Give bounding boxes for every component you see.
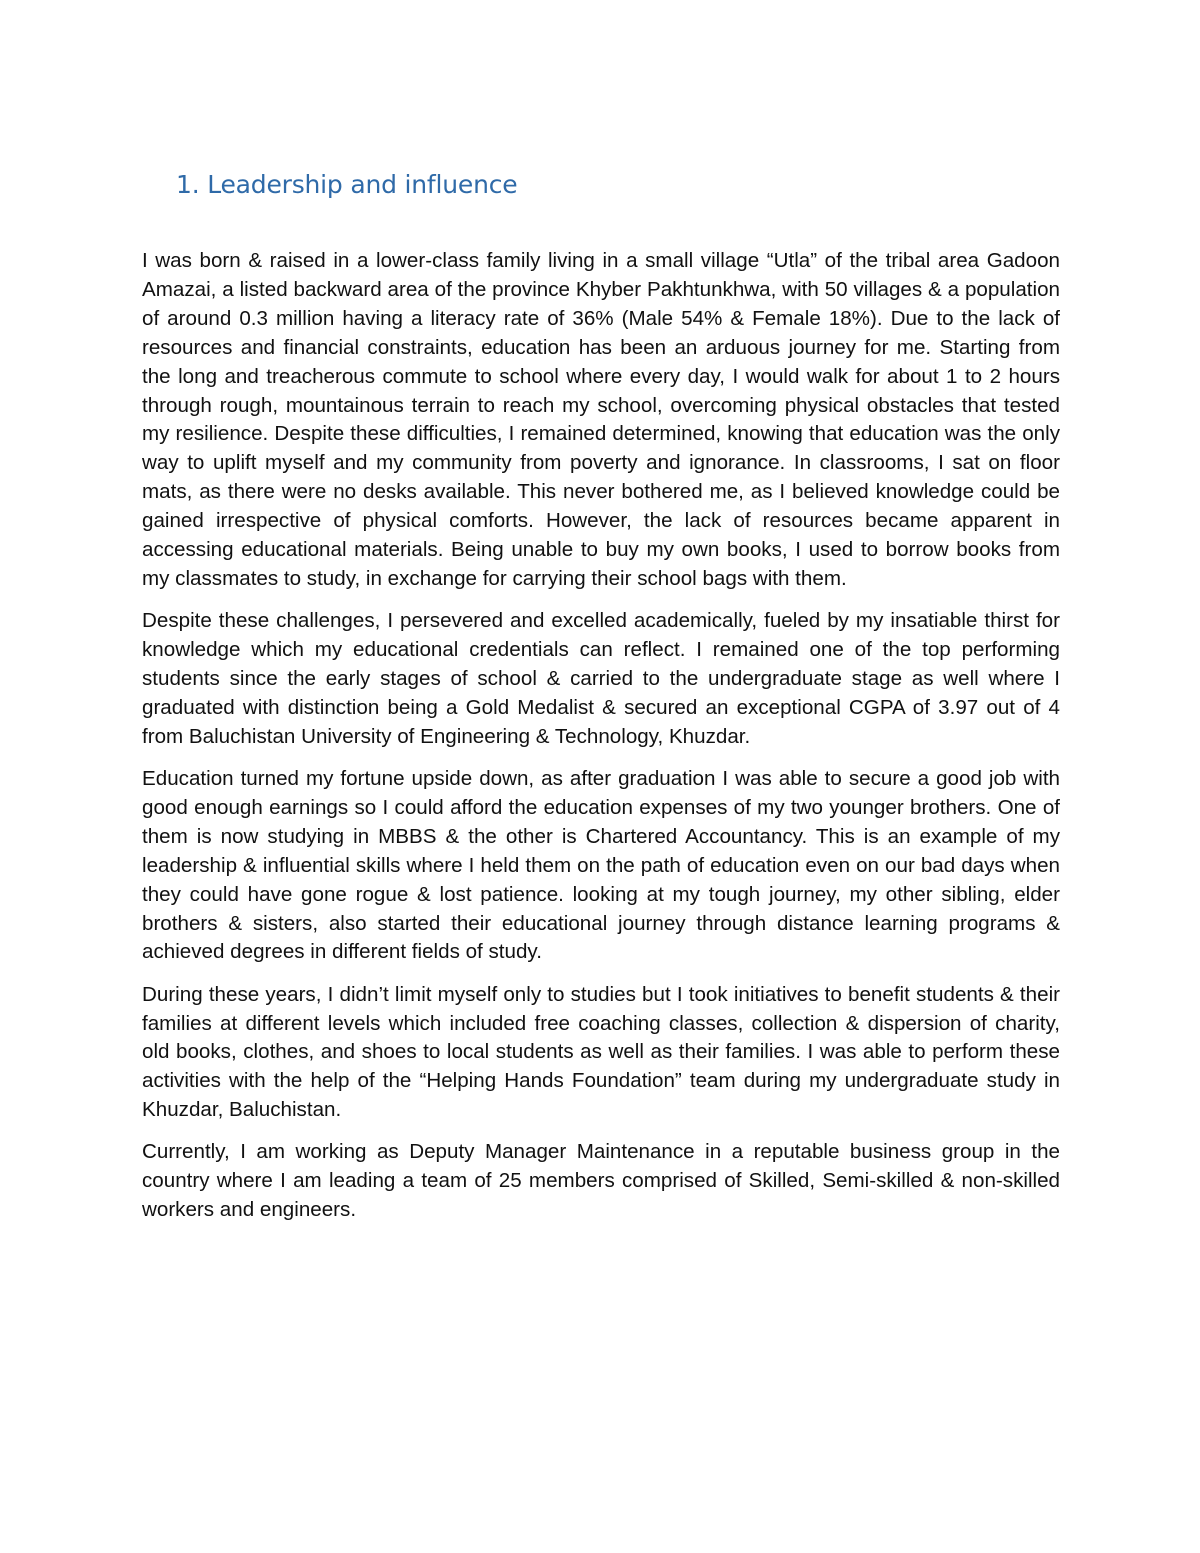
section-heading: 1. Leadership and influence xyxy=(176,170,518,199)
paragraph-academics: Despite these challenges, I persevered and excelled academically, fueled by my insatiable thirst for knowledge which my educational credentials can reflect. I remained one of the top performing students since the early stages of school & carried to the undergraduate stage as well where I graduated with distinction being a Gold Medalist & secured an exceptional CGPA of 3.97 out of 4 from Baluchistan University of Engineering & Technology, Khuzdar. xyxy=(142,609,1060,748)
paragraph-current-role: Currently, I am working as Deputy Manager Maintenance in a reputable business group in the country where I am leading a team of 25 members comprised of Skilled, Semi-skilled & non-skilled workers and engineers. xyxy=(142,1140,1060,1222)
paragraph-family-influence: Education turned my fortune upside down, as after graduation I was able to secure a good job with good enough earnings so I could afford the education expenses of my two younger brothers. One of them is now studying in MBBS & the other is Chartered Accountancy. This is an example of my leadership & influential skills where I held them on the path of education even on our bad days when they could have gone rogue & lost patience. looking at my tough journey, my other sibling, elder brothers & sisters, also started their educational journey through distance learning programs & achieved degrees in different fields of study. xyxy=(142,767,1060,964)
document-body xyxy=(142,247,1060,1238)
paragraph-community-initiatives: During these years, I didn’t limit myself only to studies but I took initiatives to benefit students & their families at different levels which included free coaching classes, collection & dispersion of charity, old books, clothes, and shoes to local students as well as their families. I was able to perform these activities with the help of the “Helping Hands Foundation” team during my undergraduate study in Khuzdar, Baluchistan. xyxy=(142,982,1060,1122)
paragraph-background: I was born & raised in a lower-class family living in a small village “Utla” of the tribal area Gadoon Amazai, a listed backward area of the province Khyber Pakhtunkhwa, with 50 villages & a population of around 0.3 million having a literacy rate of 36% (Male 54% & Female 18%). Due to the lack of resources and financial constraints, education has been an arduous journey for me. Starting from the long and treacherous commute to school where every day, I would walk for about 1 to 2 hours through rough, mountainous terrain to reach my school, overcoming physical obstacles that tested my resilience. Despite these difficulties, I remained determined, knowing that education was the only way to uplift myself and my community from poverty and ignorance. In classrooms, I sat on floor mats, as there were no desks available. This never bothered me, as I believed knowledge could be gained irrespective of physical comforts. However, the lack of resources became apparent in accessing educational materials. Being unable to buy my own books, I used to borrow books from my classmates to study, in exchange for carrying their school bags with them. xyxy=(142,249,1060,590)
